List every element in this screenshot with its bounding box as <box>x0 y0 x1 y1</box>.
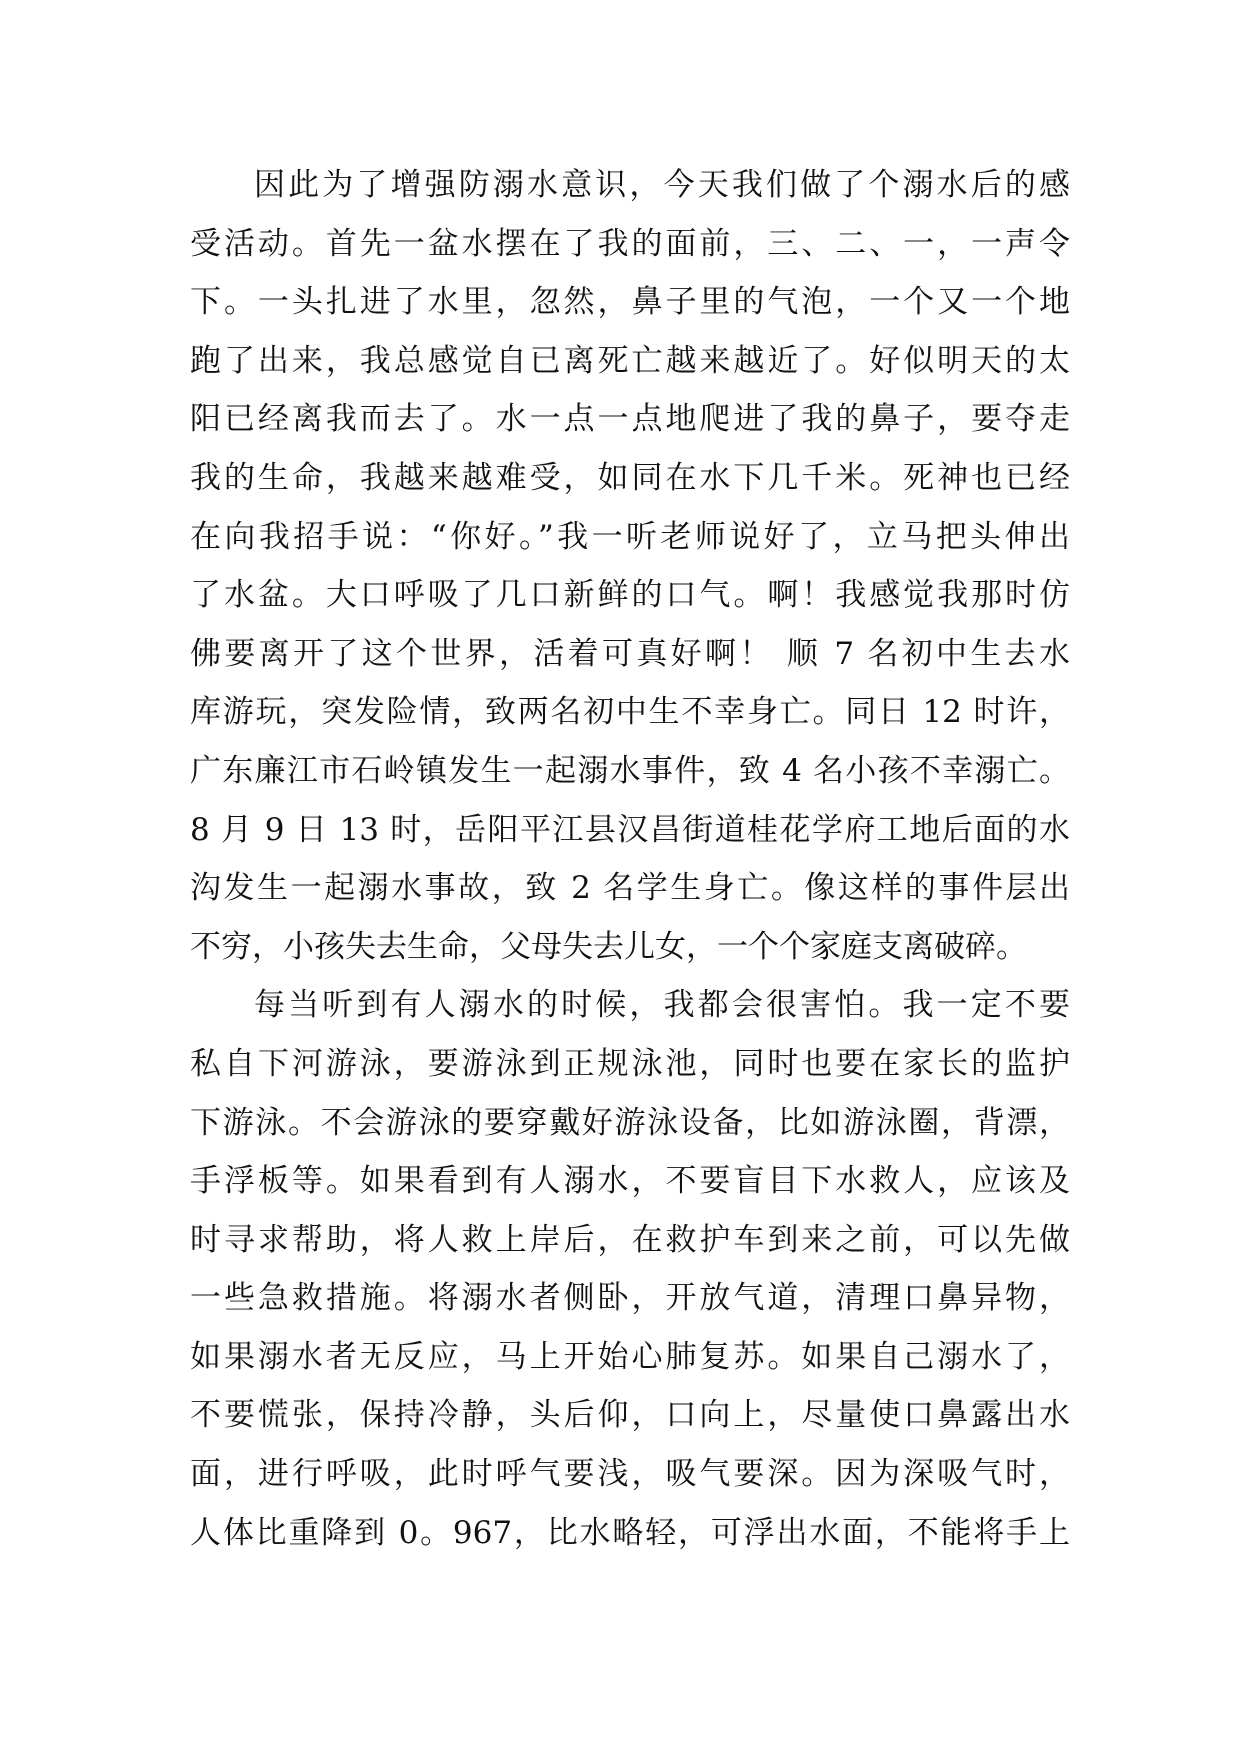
paragraph-1-line-7: 在向我招手说：“你好。”我一听老师说好了，立马把头伸出 <box>190 518 1070 555</box>
paragraph-1-line-5: 阳已经离我而去了。水一点一点地爬进了我的鼻子，要夺走 <box>190 401 1070 438</box>
paragraph-1-line-10: 库游玩，突发险情，致两名初中生不幸身亡。同日 12 时许， <box>190 694 1070 731</box>
paragraph-2-line-6: 一些急救措施。将溺水者侧卧，开放气道，清理口鼻异物， <box>190 1280 1070 1317</box>
paragraph-1-line-2: 受活动。首先一盆水摆在了我的面前，三、二、一，一声令 <box>190 225 1070 262</box>
paragraph-2-line-8: 不要慌张，保持冷静，头后仰，口向上，尽量使口鼻露出水 <box>190 1397 1070 1434</box>
paragraph-1-line-6: 我的生命，我越来越难受，如同在水下几千米。死神也已经 <box>190 459 1070 496</box>
paragraph-2-line-3: 下游泳。不会游泳的要穿戴好游泳设备，比如游泳圈，背漂， <box>190 1104 1070 1141</box>
paragraph-2-line-10: 人体比重降到 0。967，比水略轻，可浮出水面，不能将手上 <box>190 1514 1070 1551</box>
paragraph-2-line-2: 私自下河游泳，要游泳到正规泳池，同时也要在家长的监护 <box>190 1045 1070 1082</box>
paragraph-1-line-9: 佛要离开了这个世界，活着可真好啊！ 顺 7 名初中生去水 <box>190 635 1070 672</box>
body-text <box>190 156 1070 1562</box>
paragraph-1-line-3: 下。一头扎进了水里，忽然，鼻子里的气泡，一个又一个地 <box>190 284 1070 321</box>
paragraph-2-line-9: 面，进行呼吸，此时呼气要浅，吸气要深。因为深吸气时， <box>190 1456 1070 1493</box>
paragraph-1-line-13: 沟发生一起溺水事故，致 2 名学生身亡。像这样的事件层出 <box>190 870 1070 907</box>
paragraph-2-line-5: 时寻求帮助，将人救上岸后，在救护车到来之前，可以先做 <box>190 1221 1070 1258</box>
paragraph-1-line-14: 不穷，小孩失去生命，父母失去儿女，一个个家庭支离破碎。 <box>190 928 1027 965</box>
paragraph-1-line-11: 广东廉江市石岭镇发生一起溺水事件，致 4 名小孩不幸溺亡。 <box>190 752 1070 789</box>
paragraph-2-line-4: 手浮板等。如果看到有人溺水，不要盲目下水救人，应该及 <box>190 1163 1070 1200</box>
paragraph-2-line-1: 每当听到有人溺水的时候，我都会很害怕。我一定不要 <box>254 987 1070 1024</box>
paragraph-1-line-8: 了水盆。大口呼吸了几口新鲜的口气。啊！我感觉我那时仿 <box>190 577 1070 614</box>
paragraph-1-line-4: 跑了出来，我总感觉自已离死亡越来越近了。好似明天的太 <box>190 342 1070 379</box>
paragraph-2-line-7: 如果溺水者无反应，马上开始心肺复苏。如果自己溺水了， <box>190 1338 1070 1375</box>
paragraph-1-line-1: 因此为了增强防溺水意识，今天我们做了个溺水后的感 <box>254 167 1070 203</box>
paragraph-1-line-12: 8 月 9 日 13 时，岳阳平江县汉昌街道桂花学府工地后面的水 <box>190 811 1070 848</box>
